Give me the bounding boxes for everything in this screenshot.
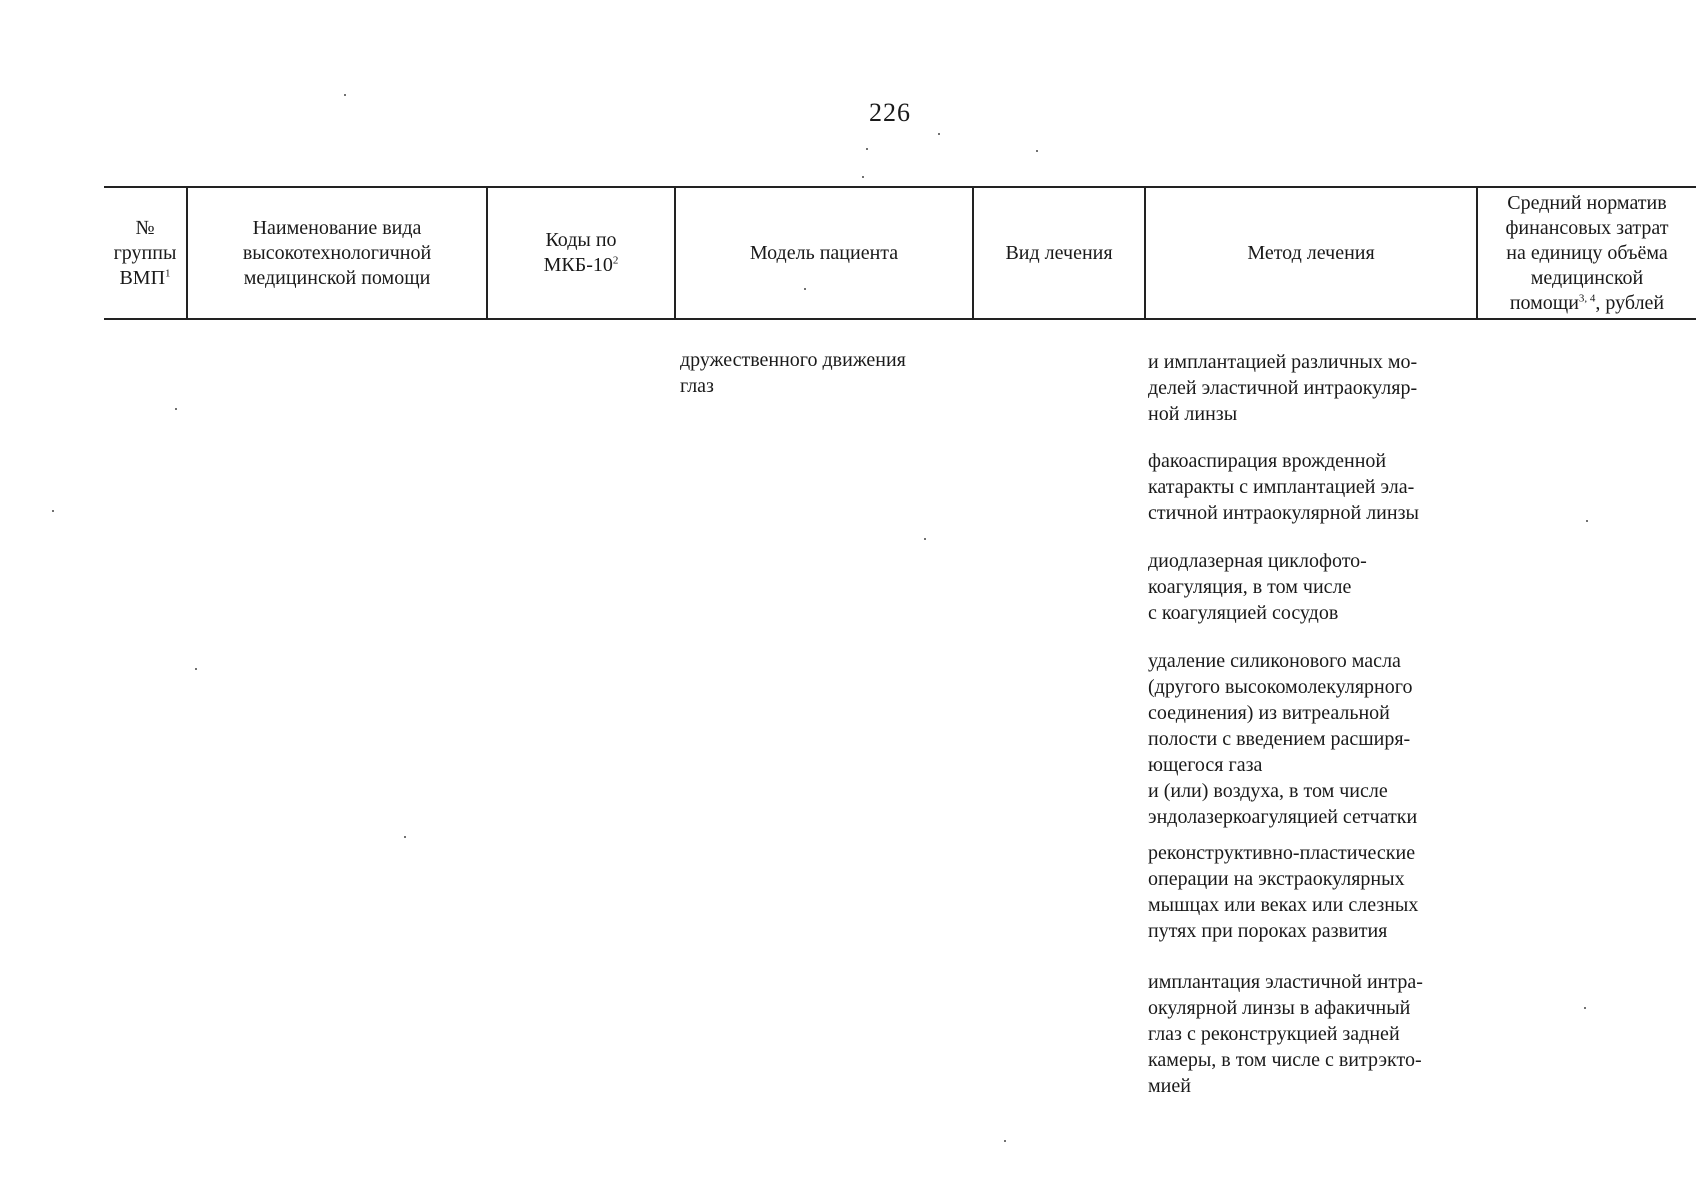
footnote-marker: 1 xyxy=(165,266,171,279)
header-average-cost-line: медицинской xyxy=(1530,266,1644,289)
header-icd-codes xyxy=(488,188,674,318)
scan-speck xyxy=(862,176,864,178)
header-group-number-line xyxy=(114,266,177,291)
scan-speck xyxy=(938,133,940,135)
footnote-marker: 3, 4 xyxy=(1578,291,1596,304)
treatment-method-item: факоаспирация врожденной катаракты с имплантацией эла- стичной интраокулярной линзы xyxy=(1148,450,1419,524)
scan-speck xyxy=(175,408,177,410)
header-icd-codes-text: МКБ-10 xyxy=(543,254,613,276)
header-average-cost-prefix: помощи xyxy=(1509,291,1579,314)
header-average-cost-line: финансовых затрат xyxy=(1505,216,1669,239)
scan-speck xyxy=(924,538,926,540)
header-average-cost-line: Средний норматив xyxy=(1507,191,1667,214)
treatment-method-item: реконструктивно-пластические операции на экстраокулярных мышцах или веках или слезных путях при пороках развития xyxy=(1148,842,1419,942)
header-rule-bottom xyxy=(104,318,1696,320)
header-group-number-text: ВМП xyxy=(119,266,166,289)
header-icd-codes-line xyxy=(544,253,619,278)
header-average-cost xyxy=(1478,188,1696,318)
treatment-method-item: удаление силиконового масла (другого высокомолекулярного соединения) из витреальной полости с введением расширя- ющегося газа и (или) воздуха, в том числе эндолазеркоагуляцией сетчатки xyxy=(1148,650,1418,828)
scan-speck xyxy=(52,510,54,512)
header-icd-codes-line: Коды по xyxy=(545,229,617,251)
header-group-number xyxy=(104,188,186,318)
scan-speck xyxy=(1036,150,1038,152)
treatment-method-item: диодлазерная циклофото- коагуляция, в том числе с коагуляцией сосудов xyxy=(1148,550,1367,624)
scan-speck xyxy=(1584,1007,1586,1009)
header-average-cost-suffix: , рублей xyxy=(1595,291,1665,314)
scan-speck xyxy=(404,836,406,838)
treatment-method-item: и имплантацией различных мо- делей эластичной интраокуляр- ной линзы xyxy=(1148,351,1418,425)
header-group-number-line: № xyxy=(135,216,155,239)
scan-speck xyxy=(866,148,868,150)
scan-speck xyxy=(344,94,346,96)
scan-speck xyxy=(804,288,806,290)
patient-model-text: дружественного движения глаз xyxy=(680,349,906,397)
header-group-number-line: группы xyxy=(113,241,177,264)
scan-speck xyxy=(195,668,197,670)
header-patient-model: Модель пациента xyxy=(749,241,899,264)
header-treatment-method: Метод лечения xyxy=(1247,241,1375,264)
page-number: 226 xyxy=(869,98,911,127)
header-average-cost-line xyxy=(1505,291,1668,316)
scan-speck xyxy=(1586,520,1588,522)
header-treatment-type: Вид лечения xyxy=(1005,241,1113,264)
header-care-type-name: Наименование вида высокотехнологичной медицинской помощи xyxy=(242,216,432,289)
scan-speck xyxy=(1004,1140,1006,1142)
footnote-marker: 2 xyxy=(612,254,619,267)
header-average-cost-line: на единицу объёма xyxy=(1506,241,1668,264)
treatment-method-item: имплантация эластичной интра- окулярной линзы в афакичный глаз с реконструкцией задней камеры, в том числе с витрэкто- мией xyxy=(1148,971,1423,1097)
